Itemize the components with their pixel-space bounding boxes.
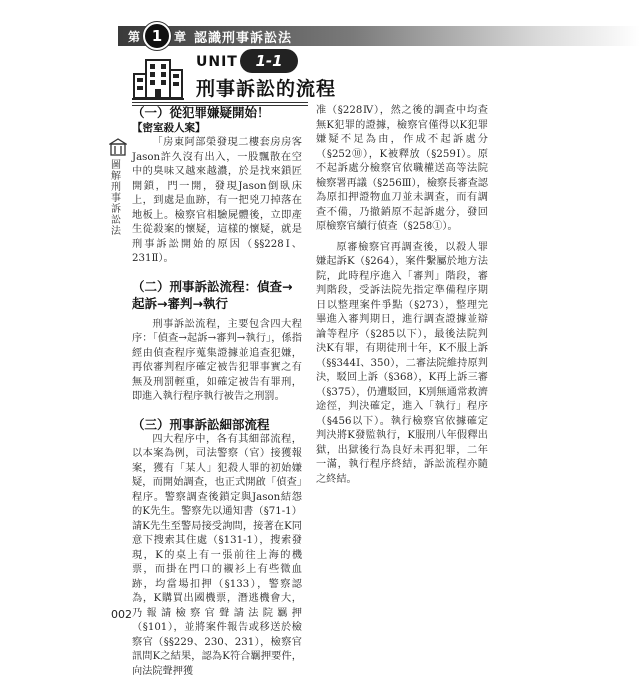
section-heading-3: （三）刑事訴訟細部流程 [132, 416, 302, 433]
unit-number-badge: 1-1 [240, 49, 298, 73]
right-paragraph-1: 准（§228Ⅳ），然之後的調查中均查無K犯罪的證據，檢察官僅得以K犯罪嫌疑不足為由，作成不起訴處分（§252⑩），K被釋放（§259Ⅰ）。原不起訴處分檢察官依職權送高等法院檢察署再議（§256Ⅲ），檢察長審查認為原扣押證物血刀並未調查，而有調查不備，乃撤銷原不起訴處分，發回原檢察官續行偵查（§258①）。 [316, 104, 488, 235]
right-paragraph-2: 原審檢察官再調查後，以殺人罪嫌起訴K（§264），案件繫屬於地方法院，此時程序進入「審判」階段，審判階段，受訴法院先指定準備程序期日以整理案件爭點（§273），整理完畢進入審判期日，進行調查證據並辯論等程序（§285以下），最後法院判決K有罪，有期徒刑十年，K不服上訴（§§344Ⅰ、350），二審法院維持原判決，駁回上訴（§368），K再上訴三審（§375），仍遭駁回，K別無通常救濟途徑，判決確定，進入「執行」程序（§456以下）。執行檢察官依據確定判決將K發監執行，K服刑八年假釋出獄，出獄後行為良好未再犯罪，二年一滿，執行程序終結，訴訟流程亦隨之終結。 [316, 241, 488, 488]
section-paragraph-3: 四大程序中，各有其細部流程，以本案為例，司法警察（官）接獲報案，獲有「某人」犯殺人罪的初始嫌疑，而開始調查，也正式開啟「偵查」程序。警察調查後鎖定與Jason結怨的K先生。警察先以通知書（§71-1）請K先生至警局接受詢問，接著在K同意下搜索其住處（§131-1），搜索發現，K的桌上有一張前往上海的機票，而掛在門口的襯衫上有些微血跡，均當場扣押（§133），警察認為，K購買出國機票，潛逃機會大，乃報請檢察官聲請法院羈押（§101），並將案件報告或移送於檢察官（§§229、230、231），檢察官訊問K之結果，認為K符合羈押要件，向法院聲押獲 [132, 433, 302, 679]
chapter-header-bar [118, 26, 640, 46]
chapter-title: 認識刑事訴訟法 [194, 27, 292, 46]
page-title: 刑事訴訟的流程 [196, 74, 336, 101]
page-number: 002 [111, 608, 132, 621]
chapter-label: 第 [128, 28, 140, 45]
building-icon [132, 58, 184, 100]
chapter-suffix: 章 [174, 28, 186, 45]
side-tab-building-icon [109, 138, 127, 156]
section-heading-1: （一）從犯罪嫌疑開始！ [132, 104, 302, 121]
side-tab-label: 圖解刑事訴訟法 [111, 160, 123, 237]
right-column [316, 104, 488, 487]
section-heading-2: （二）刑事訴訟流程：偵查→起訴→審判→執行 [132, 278, 302, 312]
left-column [132, 104, 302, 679]
case-subtitle: 【密室殺人案】 [132, 121, 302, 136]
unit-label: UNIT [196, 54, 238, 70]
chapter-number-badge: 1 [143, 22, 171, 50]
title-divider [132, 102, 308, 103]
section-paragraph-2: 刑事訴訟流程，主要包含四大程序：「偵查→起訴→審判→執行」，係指經由偵查程序蒐集證據並追查犯嫌，再依審判程序確定被告犯罪事實之有無及刑罰輕重，如確定被告有罪刑，即進入執行程序執行被告之刑罰。 [132, 318, 302, 405]
section-paragraph-1: 「房東阿部榮發現二樓套房房客Jason許久沒有出入，一股飄散在空中的臭味又越來越濃，於是找來鎖匠開鎖，門一開，發現Jason倒臥床上，到處是血跡，有一把兇刀掉落在地板上。檢察官相驗屍體後，立即產生從殺案的懷疑，這樣的懷疑，就是刑事訴訟開始的原因（§§228Ⅰ、231Ⅱ）。 [132, 136, 302, 267]
